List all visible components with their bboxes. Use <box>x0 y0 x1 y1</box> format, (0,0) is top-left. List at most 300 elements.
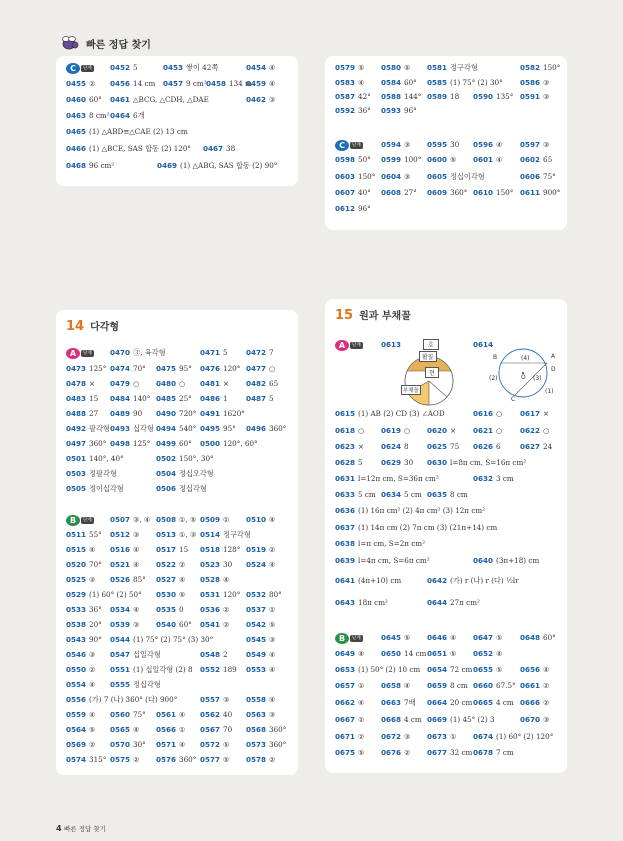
answer-row <box>64 664 298 676</box>
problem-number: 0470 <box>110 348 131 357</box>
answer-0609 <box>427 187 467 199</box>
problem-number: 0494 <box>156 424 177 433</box>
answer-0488 <box>66 408 98 420</box>
answer-value: 정십각형 <box>179 484 207 493</box>
problem-number: 0469 <box>157 161 178 170</box>
problem-number: 0544 <box>110 635 131 644</box>
problem-number: 0598 <box>335 155 356 164</box>
answer-0590 <box>473 91 513 103</box>
answer-0655 <box>473 664 502 676</box>
problem-number: 0628 <box>335 458 356 467</box>
answer-value: (1) 50° (2) 10 cm <box>358 665 421 674</box>
answer-value: 72 cm <box>450 665 473 674</box>
answer-0633 <box>335 489 376 501</box>
problem-number: 0572 <box>200 740 221 749</box>
problem-number: 0471 <box>200 348 221 357</box>
problem-number: 0647 <box>473 633 494 642</box>
problem-number: 0510 <box>246 515 267 524</box>
answer-0643 <box>335 597 388 609</box>
problem-number: 0557 <box>200 695 221 704</box>
answer-row <box>64 78 298 90</box>
page-number: 4 <box>56 824 62 833</box>
answer-0530 <box>156 589 185 601</box>
answer-0626 <box>473 441 501 453</box>
answer-0473 <box>66 363 106 375</box>
answer-value: ① <box>450 732 457 741</box>
answer-value: ② <box>223 620 230 629</box>
answer-0508 <box>156 514 196 526</box>
answer-0567 <box>200 724 232 736</box>
problem-number: 0518 <box>200 545 221 554</box>
answer-value: ④ <box>269 560 276 569</box>
answer-value: 정십이각형 <box>450 172 485 181</box>
answer-0557 <box>200 694 229 706</box>
answer-value: 1620° <box>223 409 245 418</box>
answer-0563 <box>246 709 275 721</box>
problem-number: 0461 <box>110 95 131 104</box>
answer-value: 144° <box>404 92 422 101</box>
answer-0610 <box>473 187 513 199</box>
answer-value: 75° <box>133 710 146 719</box>
problem-number: 0487 <box>246 394 267 403</box>
problem-number: 0600 <box>427 155 448 164</box>
answer-value: 6 <box>496 442 501 451</box>
answer-value: ① <box>358 681 365 690</box>
answer-value: 15 <box>89 394 99 403</box>
answer-0546 <box>66 649 95 661</box>
problem-number: 0591 <box>520 92 541 101</box>
answer-value: 80° <box>269 590 282 599</box>
answer-0647 <box>473 632 502 644</box>
problem-number: 0507 <box>110 515 131 524</box>
answer-value: ③ <box>223 695 230 704</box>
answer-0452 <box>110 62 138 74</box>
problem-number: 0661 <box>520 681 541 690</box>
problem-number: 0655 <box>473 665 494 674</box>
problem-number: 0467 <box>203 144 224 153</box>
answer-value: 27° <box>404 188 417 197</box>
answer-value: 4 cm <box>496 698 514 707</box>
answer-row <box>333 697 567 709</box>
problem-number: 0678 <box>473 748 494 757</box>
answer-value: ⑤ <box>404 633 411 642</box>
answer-value: 18 <box>450 92 460 101</box>
answer-value: 2 <box>223 650 228 659</box>
answer-value: 75° <box>543 172 556 181</box>
answer-row <box>64 574 298 586</box>
answer-value: 315° <box>89 755 107 764</box>
answer-row <box>333 680 567 692</box>
answer-0671 <box>335 731 364 743</box>
answer-value: 120° <box>223 590 241 599</box>
answer-value: 20° <box>89 620 102 629</box>
answer-value: ③, 육각형 <box>133 348 166 357</box>
problem-number: 0660 <box>473 681 494 690</box>
answer-value: × <box>450 426 457 435</box>
answer-value: ○ <box>269 364 276 373</box>
answer-value: ④ <box>89 710 96 719</box>
answer-0575 <box>110 754 139 766</box>
answer-value: 30 <box>450 140 460 149</box>
answer-value: 38 <box>226 144 236 153</box>
answer-0572 <box>200 739 229 751</box>
answer-value: 9 cm² <box>186 79 207 88</box>
answer-0528 <box>200 574 229 586</box>
problem-number: 0503 <box>66 469 87 478</box>
answer-value: ①, ⑤ <box>179 515 197 524</box>
answer-0649 <box>335 648 364 660</box>
answer-value: 60° <box>404 78 417 87</box>
answer-0499 <box>156 438 192 450</box>
problem-number: 0584 <box>381 78 402 87</box>
problem-number: 0595 <box>427 140 448 149</box>
answer-0642 <box>427 575 519 587</box>
answer-0552 <box>200 664 237 676</box>
answer-row <box>64 529 298 541</box>
answer-0533 <box>66 604 102 616</box>
answer-row <box>333 489 567 501</box>
answer-value: 5 cm <box>358 490 376 499</box>
answer-row <box>64 754 298 766</box>
problem-number: 0484 <box>110 394 131 403</box>
problem-number: 0622 <box>520 426 541 435</box>
problem-number: 0597 <box>520 140 541 149</box>
problem-number: 0525 <box>66 575 87 584</box>
answer-value: ⑤ <box>358 748 365 757</box>
answer-0551 <box>110 664 193 676</box>
problem-number: 0624 <box>381 442 402 451</box>
answer-value: 팔각형 <box>89 424 110 433</box>
problem-number: 0560 <box>110 710 131 719</box>
answer-0580 <box>381 62 410 74</box>
problem-number: 0476 <box>200 364 221 373</box>
answer-value: ④ <box>358 78 365 87</box>
problem-number: 0593 <box>381 106 402 115</box>
answer-0495 <box>200 423 236 435</box>
footer-label: 빠른 정답 찾기 <box>64 825 106 833</box>
answer-value: 70° <box>133 364 146 373</box>
answer-value: 십각형 <box>133 424 154 433</box>
answer-row <box>333 441 567 453</box>
answer-row <box>64 62 298 74</box>
problem-number: 0648 <box>520 633 541 642</box>
answer-0641 <box>335 575 401 587</box>
answer-0601 <box>473 154 502 166</box>
problem-number: 0577 <box>200 755 221 764</box>
problem-number: 0633 <box>335 490 356 499</box>
problem-number: 0535 <box>156 605 177 614</box>
answer-value: (4π+10) cm <box>358 576 402 585</box>
answer-value: ③ <box>269 635 276 644</box>
answer-value: △BCG, △CDH, △DAE <box>133 95 209 104</box>
answer-0595 <box>427 139 459 151</box>
answer-row <box>333 105 567 117</box>
answer-0513 <box>156 529 196 541</box>
answer-value: ○ <box>543 426 550 435</box>
answer-row <box>64 724 298 736</box>
answer-0522 <box>156 559 185 571</box>
answer-0509 <box>200 514 229 526</box>
problem-number: 0558 <box>246 695 267 704</box>
problem-number: 0530 <box>156 590 177 599</box>
answer-value: 정십오각형 <box>179 469 214 478</box>
answer-value: (1) △ABG, SAS 합동 (2) 90° <box>180 161 278 170</box>
answer-0594 <box>381 139 410 151</box>
answer-value: 65 <box>543 155 553 164</box>
problem-number: 0605 <box>427 172 448 181</box>
problem-number: 0502 <box>156 454 177 463</box>
problem-number: 0462 <box>246 95 267 104</box>
answer-0529 <box>66 589 142 601</box>
answer-0676 <box>381 747 410 759</box>
card-circle <box>325 299 567 773</box>
problem-number: 0573 <box>246 740 267 749</box>
answer-0651 <box>427 648 456 660</box>
answer-row <box>64 739 298 751</box>
answer-0521 <box>110 559 139 571</box>
answer-value: ○ <box>179 379 186 388</box>
problem-number: 0646 <box>427 633 448 642</box>
problem-number: 0460 <box>66 95 87 104</box>
answer-0619 <box>381 425 410 437</box>
answer-0667 <box>335 714 364 726</box>
problem-number: 0562 <box>200 710 221 719</box>
answer-0588 <box>381 91 421 103</box>
answer-0463 <box>66 110 110 122</box>
problem-number: 0458 <box>206 79 227 88</box>
answer-value: ① <box>223 515 230 524</box>
answer-0525 <box>66 574 95 586</box>
problem-number: 0589 <box>427 92 448 101</box>
answer-0669 <box>427 714 495 726</box>
answer-0677 <box>427 747 472 759</box>
label-segment: 활꼴 <box>419 351 437 362</box>
problem-number: 0592 <box>335 106 356 115</box>
problem-number: 0501 <box>66 454 87 463</box>
answer-0485 <box>156 393 192 405</box>
section-title-15: 15 원과 부채꼴 <box>335 308 411 323</box>
problem-number: 0587 <box>335 92 356 101</box>
problem-number: 0505 <box>66 484 87 493</box>
answer-value: ④ <box>269 63 276 72</box>
problem-number: 0644 <box>427 598 448 607</box>
card-polygon <box>56 310 298 775</box>
answer-0605 <box>427 171 485 183</box>
answer-0544 <box>110 634 213 646</box>
problem-number: 0596 <box>473 140 494 149</box>
answer-0570 <box>110 739 146 751</box>
problem-number: 0506 <box>156 484 177 493</box>
answer-0516 <box>110 544 139 556</box>
answer-0586 <box>520 77 549 89</box>
answer-0634 <box>381 489 422 501</box>
answer-0604 <box>381 171 410 183</box>
answer-row <box>333 648 567 660</box>
problem-number: 0657 <box>335 681 356 690</box>
problem-number: 0548 <box>200 650 221 659</box>
answer-value: ② <box>543 681 550 690</box>
problem-number: 0629 <box>381 458 402 467</box>
answer-row <box>64 94 298 106</box>
problem-number: 0671 <box>335 732 356 741</box>
answer-0537 <box>246 604 275 616</box>
answer-row <box>333 139 567 151</box>
problem-number: 0669 <box>427 715 448 724</box>
answer-0672 <box>381 731 410 743</box>
answer-0503 <box>66 468 117 480</box>
answer-0536 <box>200 604 229 616</box>
answer-0569 <box>66 739 95 751</box>
answer-row <box>64 694 298 706</box>
answer-value: 60° <box>89 95 102 104</box>
answer-value: ④ <box>89 545 96 554</box>
level-a-badge: A 단계 <box>335 339 363 351</box>
answer-0519 <box>246 544 275 556</box>
answer-0542 <box>246 619 275 631</box>
answer-value: 135° <box>496 92 514 101</box>
problem-number: 0559 <box>66 710 87 719</box>
answer-0518 <box>200 544 240 556</box>
problem-number: 0670 <box>520 715 541 724</box>
answer-value: 7 <box>269 348 274 357</box>
answer-value: 36° <box>358 106 371 115</box>
answer-value: 3 cm <box>496 474 514 483</box>
answer-row <box>64 347 298 359</box>
answer-value: (1) 75° (2) 30° <box>450 78 503 87</box>
answer-value: ② <box>269 755 276 764</box>
answer-0592 <box>335 105 371 117</box>
answer-0624 <box>381 441 409 453</box>
answer-value: (1) 60° (2) 120° <box>496 732 554 741</box>
answer-value: ③, ④ <box>133 515 151 524</box>
problem-number: 0534 <box>110 605 131 614</box>
answer-value: 5 <box>223 348 228 357</box>
answer-value: ①, ③ <box>179 530 197 539</box>
problem-number: 0491 <box>200 409 221 418</box>
problem-number: 0498 <box>110 439 131 448</box>
answer-value: 쌓이 42쪽 <box>186 63 219 72</box>
problem-number: 0631 <box>335 474 356 483</box>
answer-0660 <box>473 680 516 692</box>
problem-number: 0640 <box>473 556 494 565</box>
answer-value: ④ <box>358 698 365 707</box>
answer-row <box>64 468 298 480</box>
answer-row <box>64 709 298 721</box>
bee-icon <box>60 35 80 51</box>
answer-value: ④ <box>179 575 186 584</box>
answer-value: 360° <box>89 439 107 448</box>
problem-number: 0569 <box>66 740 87 749</box>
answer-value: (1) 45° (2) 3 <box>450 715 495 724</box>
answer-0614 <box>473 339 496 351</box>
answer-value: ② <box>358 732 365 741</box>
answer-0470 <box>110 347 166 359</box>
answer-value: ④ <box>269 79 276 88</box>
problem-number: 0528 <box>200 575 221 584</box>
problem-number: 0556 <box>66 695 87 704</box>
problem-number: 0457 <box>163 79 184 88</box>
answer-row <box>64 160 298 172</box>
problem-number: 0474 <box>110 364 131 373</box>
answer-value: 360° <box>269 725 287 734</box>
problem-number: 0607 <box>335 188 356 197</box>
answer-0585 <box>427 77 503 89</box>
answer-0598 <box>335 154 371 166</box>
problem-number: 0620 <box>427 426 448 435</box>
answer-row <box>333 747 567 759</box>
answer-row <box>333 473 567 485</box>
answer-0469 <box>157 160 277 172</box>
problem-number: 0455 <box>66 79 87 88</box>
answer-0622 <box>520 425 549 437</box>
problem-number: 0619 <box>381 426 402 435</box>
answer-value: 150° <box>543 63 561 72</box>
problem-number: 0588 <box>381 92 402 101</box>
answer-value: l=12π cm, S=36π cm² <box>358 474 439 483</box>
problem-number: 0536 <box>200 605 221 614</box>
answer-row <box>64 483 298 495</box>
answer-value: 1 <box>223 394 228 403</box>
answer-0603 <box>335 171 375 183</box>
problem-number: 0632 <box>473 474 494 483</box>
answer-value: 134 m <box>229 79 252 88</box>
problem-number: 0659 <box>427 681 448 690</box>
answer-row <box>64 423 298 435</box>
answer-value: 90 <box>133 409 143 418</box>
problem-number: 0468 <box>66 161 87 170</box>
problem-number: 0551 <box>110 665 131 674</box>
answer-row <box>333 538 567 550</box>
answer-0477 <box>246 363 275 375</box>
answer-0628 <box>335 457 363 469</box>
answer-0562 <box>200 709 232 721</box>
answer-value: ④ <box>269 695 276 704</box>
answer-value: ③ <box>404 172 411 181</box>
answer-0656 <box>520 664 549 676</box>
answer-value: (1) 14π cm (2) 7π cm (3) (21π+14) cm <box>358 523 498 532</box>
answer-0455 <box>66 78 95 90</box>
answer-value: (1) △BCE, SAS 합동 (2) 120° <box>89 144 192 153</box>
answer-0652 <box>473 648 502 660</box>
answer-0612 <box>335 203 371 215</box>
problem-number: 0666 <box>520 698 541 707</box>
answer-0512 <box>110 529 139 541</box>
answer-0459 <box>246 78 275 90</box>
problem-number: 0625 <box>427 442 448 451</box>
problem-number: 0519 <box>246 545 267 554</box>
problem-number: 0513 <box>156 530 177 539</box>
problem-number: 0568 <box>246 725 267 734</box>
answer-value: 7 cm <box>496 748 514 757</box>
answer-0578 <box>246 754 275 766</box>
answer-value: (1) △ABD≡△CAE (2) 13 cm <box>89 127 188 136</box>
answer-row <box>333 91 567 103</box>
answer-row <box>64 378 298 390</box>
problem-number: 0524 <box>246 560 267 569</box>
problem-number: 0504 <box>156 469 177 478</box>
answer-0543 <box>66 634 102 646</box>
problem-number: 0627 <box>520 442 541 451</box>
problem-number: 0672 <box>381 732 402 741</box>
answer-0654 <box>427 664 472 676</box>
answer-row <box>333 555 567 567</box>
answer-value: ④ <box>133 545 140 554</box>
problem-number: 0537 <box>246 605 267 614</box>
answer-value: ④ <box>450 633 457 642</box>
answer-0646 <box>427 632 456 644</box>
problem-number: 0552 <box>200 665 221 674</box>
answer-value: ⑤ <box>223 755 230 764</box>
